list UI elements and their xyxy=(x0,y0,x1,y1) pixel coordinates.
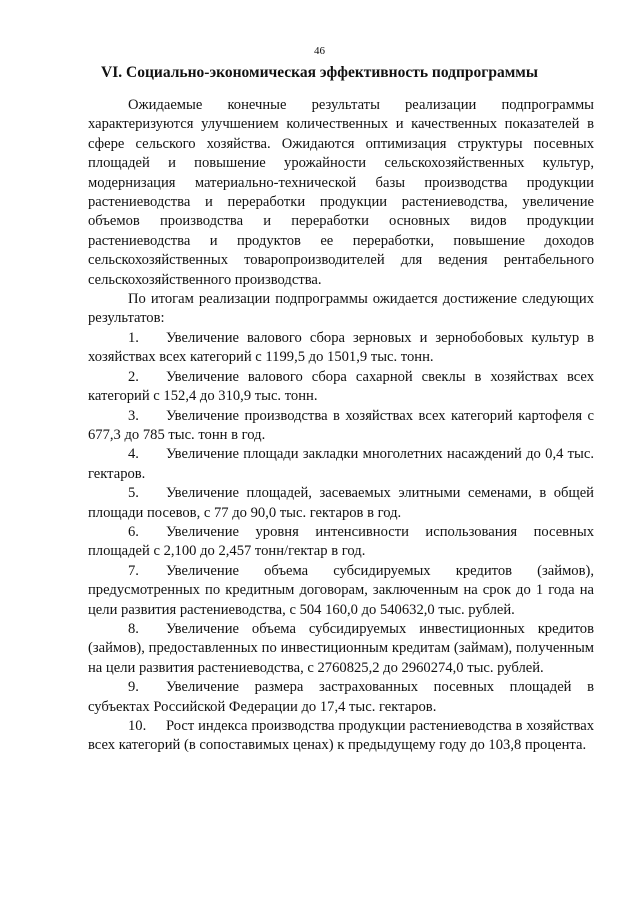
result-item xyxy=(88,329,594,368)
result-item xyxy=(88,445,594,484)
result-number: 7. xyxy=(128,562,139,579)
result-item xyxy=(88,407,594,446)
result-number: 4. xyxy=(128,446,139,463)
section-heading: VI. Социально-экономическая эффективность подпрограммы xyxy=(101,64,538,81)
result-number: 3. xyxy=(128,407,139,424)
result-text: Увеличение производства в хозяйствах всех категорий картофеля с 677,3 до 785 тыс. тонн в год. xyxy=(88,407,594,443)
result-number: 1. xyxy=(128,329,139,346)
result-text: Увеличение объема субсидируемых кредитов (займов), предусмотренных по кредитным договорам, заключенным на срок до 1 года на цели развития растениеводства, с 504 160,0 до 540632,0 тыс. рублей. xyxy=(88,562,594,618)
result-text: Увеличение валового сбора зерновых и зернобобовых культур в хозяйствах всех категорий с 1199,5 до 1501,9 тыс. тонн. xyxy=(88,329,594,366)
result-item xyxy=(88,562,594,620)
result-text: Рост индекса производства продукции растениеводства в хозяйствах всех категорий (в сопоставимых ценах) к предыдущему году до 103,8 процента. xyxy=(88,718,594,754)
result-number: 6. xyxy=(128,523,139,540)
result-item xyxy=(88,523,594,562)
result-text: Увеличение уровня интенсивности использования посевных площадей с 2,100 до 2,457 тонн/гектар в год. xyxy=(88,523,594,560)
result-text: Увеличение площадей, засеваемых элитными семенами, в общей площади посевов, с 77 до 90,0 тыс. гектаров в год. xyxy=(88,485,594,521)
result-number: 5. xyxy=(128,485,139,502)
result-number: 8. xyxy=(128,620,139,637)
intro-paragraph-expected-results: Ожидаемые конечные результаты реализации подпрограммы характеризуются улучшением количественных и качественных показателей в сфере сельского хозяйства. Ожидаются оптимизация структуры посевных площадей и повышение урожайности сельскохозяйственных культур, модернизация материально-технической базы производства продукции растениеводства и переработки продукции растениеводства, увеличение объемов производства и переработки основных видов продукции растениеводства и продуктов ее переработки, повышение доходов сельскохозяйственных товаропроизводителей для ведения рентабельного сельскохозяйственного производства. xyxy=(88,97,594,288)
result-text: Увеличение размера застрахованных посевных площадей в субъектах Российской Федерации до 17,4 тыс. гектаров. xyxy=(88,679,594,715)
result-item xyxy=(88,484,594,523)
result-text: Увеличение валового сбора сахарной свеклы в хозяйствах всех категорий с 152,4 до 310,9 тыс. тонн. xyxy=(88,368,594,405)
result-item xyxy=(88,620,594,678)
document-body xyxy=(88,96,594,756)
result-item xyxy=(88,368,594,407)
result-item xyxy=(88,678,594,717)
result-number: 2. xyxy=(128,368,139,385)
result-text: Увеличение объема субсидируемых инвестиционных кредитов (займов), предоставленных по инвестиционным кредитам (займам), полученным на цели развития растениеводства, с 2760825,2 до 2960274,0 тыс. рублей. xyxy=(88,620,594,676)
intro-paragraph-results-lead: По итогам реализации подпрограммы ожидается достижение следующих результатов: xyxy=(88,291,594,327)
page-number: 46 xyxy=(314,45,325,57)
result-text: Увеличение площади закладки многолетних насаждений до 0,4 тыс. гектаров. xyxy=(88,446,594,482)
result-number: 10. xyxy=(128,718,147,734)
result-number: 9. xyxy=(128,679,139,696)
result-item xyxy=(88,717,594,756)
